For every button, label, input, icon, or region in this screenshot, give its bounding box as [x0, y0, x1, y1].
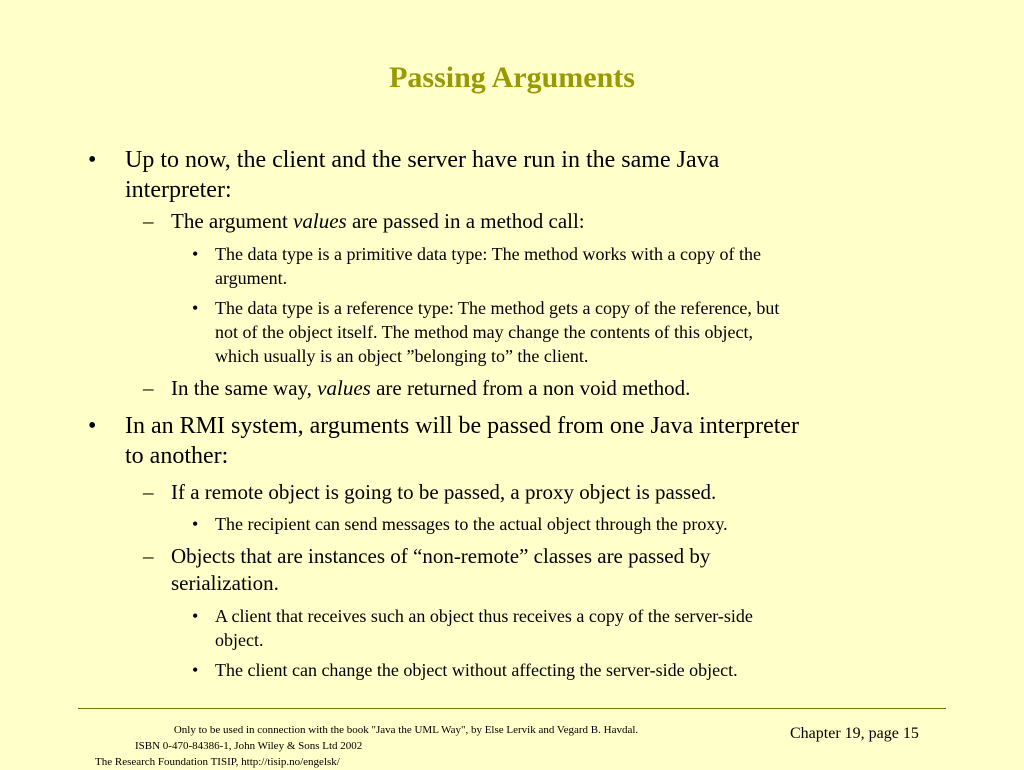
bullet-text-line: Objects that are instances of “non-remote” classes are passed by — [171, 544, 711, 568]
slide-title: Passing Arguments — [389, 61, 635, 94]
bullet-text — [215, 242, 940, 290]
bullet-text-line: The data type is a reference type: The method gets a copy of the reference, but — [215, 298, 780, 318]
bullet-dot-icon: • — [192, 298, 199, 318]
bullet-text — [171, 208, 951, 235]
bullet-text-line: interpreter: — [125, 177, 232, 203]
bullet-dot-icon: • — [192, 244, 199, 264]
footer-isbn: ISBN 0-470-84386-1, John Wiley & Sons Ltd 2002 — [135, 740, 363, 752]
footer-foundation: The Research Foundation TISIP, http://tisip.no/engelsk/ — [95, 756, 340, 768]
bullet-text — [171, 375, 951, 402]
bullet-text-line: serialization. — [171, 571, 279, 595]
bullet-text-line: not of the object itself. The method may change the contents of this object, — [215, 322, 754, 342]
bullet-text-line: Up to now, the client and the server have run in the same Java — [125, 147, 720, 173]
bullet-text — [125, 145, 945, 205]
bullet-text-post: are returned from a non void method. — [370, 376, 691, 400]
bullet-text — [215, 296, 940, 368]
footer-copyright — [95, 722, 695, 770]
bullet-text: If a remote object is going to be passed, a proxy object is passed. — [171, 480, 717, 504]
bullet-text-line: which usually is an object ”belonging to” the client. — [215, 346, 589, 366]
bullet-text-pre: The argument — [171, 209, 294, 233]
bullet-text-line: In an RMI system, arguments will be passed from one Java interpreter — [125, 413, 800, 439]
bullet-text — [215, 604, 940, 652]
dash-icon: – — [143, 544, 154, 568]
bullet-text — [125, 411, 945, 471]
bullet-dot-icon: • — [88, 147, 97, 173]
bullet-text-line: to another: — [125, 443, 229, 469]
bullet-text — [171, 543, 951, 597]
bullet-text-emphasis: values — [293, 209, 347, 233]
dash-icon: – — [143, 480, 154, 504]
bullet-dot-icon: • — [192, 660, 199, 680]
bullet-text-pre: In the same way, — [171, 376, 318, 400]
bullet-text-post: are passed in a method call: — [346, 209, 585, 233]
bullet-text: The client can change the object without affecting the server-side object. — [215, 660, 738, 680]
bullet-text-line: argument. — [215, 268, 288, 288]
dash-icon: – — [143, 376, 154, 400]
bullet-dot-icon: • — [192, 606, 199, 626]
footer-line-publisher — [95, 738, 695, 770]
bullet-dot-icon: • — [88, 413, 97, 439]
dash-icon: – — [143, 209, 154, 233]
bullet-text-line: The data type is a primitive data type: The method works with a copy of the — [215, 244, 762, 264]
bullet-text-emphasis: values — [317, 376, 371, 400]
page-number: Chapter 19, page 15 — [790, 725, 919, 742]
bullet-text-line: object. — [215, 630, 264, 650]
footer-divider — [78, 708, 946, 709]
bullet-dot-icon: • — [192, 514, 199, 534]
footer-line-usage: Only to be used in connection with the book "Java the UML Way", by Else Lervik and Vegard B. Havdal. — [173, 724, 639, 736]
bullet-text: The recipient can send messages to the actual object through the proxy. — [215, 514, 728, 534]
bullet-text-line: A client that receives such an object thus receives a copy of the server-side — [215, 606, 753, 626]
